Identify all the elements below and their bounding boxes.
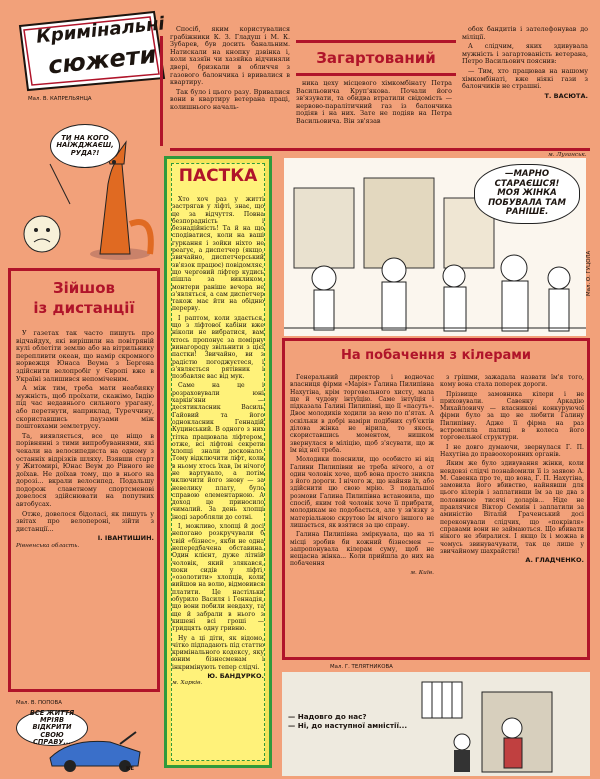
story-pastka-p2: І раптом, коли здається, що з ліфтової кабіни вже ніколи не вибратися, вам хтось пропонує за помірну винагороду звільнити з цієї пастки! Звичайно, ви з радістю погоджуєтеся, і з'являється рятівник і позбавляє вас від мук. [172,314,264,381]
fox-cartoon [10,104,160,274]
story-killers-p7: Яким же було здивування жінки, коли невдовзі слідчі познайомили її із заявою А. М. Савенка про те, що вона, Г. П. Нахутіна, замовила його вбивство, найнявши для цього кілерів і заплативши їм за це два з половиною тисячі доларів... Ніде не правлячися Віктор Семиін і заплатили за аминістію Віталій Граченський досі переконували слідчих, що «покрівля» справами вони не займаються. Що вбивати нікого не збиралися. І якщо їх і можна в чомусь звинувачувати, так це лише у звичайному шахрайстві! [440,460,584,555]
credit-car: Мал. В. ПОПОВА [16,700,62,706]
story-top-place: м. Луганськ. [548,152,587,158]
story-top-frame [160,36,166,146]
rubric-line1: Кримінальні [35,13,166,48]
story-pastka-p1: Хто хоч раз у житті застрягав у ліфті, знає, що це за відчуття. Повна безпорадність і безнадійність! Та й на що сподіватися, коли на ваші гуркання і зойки ніхто не реагує, а диспетчер (якщо, звичайно, диспетчерський зв'язок працює) повідомляє, що черговий ліфтер кудись пішла за викликом, монтери раніше вечора не з'являться, а сам диспетчер також має йти на обідню перерву. [172,196,264,313]
story-top-p2: Так було і цього разу. Вривалися вони в квартиру ветерана праці, колишнього началь- [170,87,290,111]
story-zijshov-title-2: із дистанції [33,299,135,317]
story-pastka-title: ПАСТКА [178,166,258,186]
story-pastka-p5: Ну а ці діти, як відомо, чітко підпадають під статтю кримінального кодексу, яку юним бізнесменам і інкримінують тепер слідчі. [172,634,264,671]
story-killers-place: м. Київ. [410,569,434,576]
story-pastka-title-box [172,162,264,192]
story-zijshov-body [16,330,154,551]
car-cartoon [10,708,160,774]
story-top-p3: ника цеху місцевого хімкомбінату Петра Васильовича Круп'якова. Почали його зв'язувати, та обидва втратили свідомість — нервово-паралітичний газ із балончика подіяв і на них. Зате не подіяв на Петра Васильовича. Він зв'язав [296,79,452,125]
prison-caption [288,712,438,730]
fox-speech-bubble: ТИ НА КОГО НАЇЖДЖАЄШ, РУДА?! [50,124,120,168]
story-killers-title: На побачення з кілерами [340,348,532,363]
story-killers-col2 [440,374,584,564]
market-cartoon [284,158,586,336]
story-top-bottom-rule [170,148,590,151]
story-pastka-p3: Саме на це і розраховували юні харків'яни — десятикласник Василь Гайовий та його однокласник Геннадій Куцинський. В одного з них тітка працювала ліфтером, отже, всі ліфтові секрети хлопці знали досконало. Тому відключити ліфт, коли в ньому хтось їхав, їм нічого не вартувало, а потім включити його знову — за невелику плату, було справою елементарною. А доход це приносило чималий. За день хлопці іноді заробляли до сотні. [172,382,264,521]
story-pastka-body [172,196,264,688]
story-top-title: Загартований [316,49,436,67]
story-top-signature: Т. ВАСЮТА. [544,91,588,100]
story-zijshov-place: Рівненська область. [16,543,80,550]
story-pastka-signature: Ю. БАНДУРКО. [207,672,264,680]
story-top-col3 [462,26,588,100]
story-killers-p1: Генеральний директор і водночас власниця фірми «Марія» Галина Пилипівна Нахутіна, крім торговельного хисту, мала ще й чудову інтуїцію. Саме інтуїція і підказала Галині Пилипівні, що її «пасуть». Двоє молодиків ходили за нею по п'ятах. А оскільки в добрі наміри подібних суб'єктів ділова жінка не вірила, то якось, скориставшись моментом, нишком звернулася в міліцію, щоб з'ясувати, що ж їм від неї треба. [290,374,434,454]
story-pastka-p4: І, можливо, хлопці й досі непогано розкручували б свій «бізнес», якби не одна непередбачена обставина. Один клієнт, дуже літній чоловік, який злякався, поки сидів у ліфті, «озолотити» хлопців, коли вийшов на волю, відмовився платити. Це настільки обурило Василя і Геннадія, що вони побили невдаху, та ще й забрали в нього з кишені всі гроші — тридцять одну гривню. [172,523,264,633]
prison-caption-1: — Надовго до нас? [288,712,367,721]
story-killers-p5: Прізвище замовника кілери і не приховували. Савенку Аркадію Михайловичу — власникові конкуруючої фірми було за що не любити Галину Пилипівну. Адже її фірма на раз встромляла палиці в колеса його торговельної структури. [440,390,584,442]
story-top-title-box [296,40,456,76]
story-killers-p3: Галина Пилипівна зміркувала, що на ті місці зробив би кожний бізнесмен — запропонувала кілерам суму, щоб не нещасна жінка... Коли прийшла до них на побачення [290,531,434,568]
page-mark: КЕ [126,766,135,772]
story-killers-p6: І не довго думаючи, звернулася Г. П. Нахутіна до правоохоронних органів. [440,443,584,458]
story-zijshov-p4: Отже, довелося бідоласі, як пишуть у звітах про велопероні, зійти з дистанції... [16,509,154,533]
story-top-p1: Спосіб, яким користувалися грабіжники К. З. Гладуш і М. К. Зубарев, був досить банальним. Натискали на кнопку дзвінка і, коли хазяїн чи хазяйка відчиняли двері, бризкали в обличчя з газового балончика і вривалися в квартиру. [170,25,290,87]
story-pastka-place: м. Харків. [172,680,203,687]
story-killers-p2: Молодики пояснили, що особисто ні від Галини Пилипівни не треба нічого, а от один чоловік хоче, щоб вона просто зникла з його дороги. І нічого ж, що найняв їх, або здійснити цю свою мрію. З подальшої розмови Галина Пилипівна встановила, що спосіб, яким той чоловік хоче її прибрати, молодикам не подобається, але у зв'язку з матеріальною скрутою їм нічого іншого не лишається, як взятися за цю справу. [290,456,434,529]
prison-caption-2: — Ні, до наступної амністії... [288,721,408,730]
credit-market: Мал. О. ГУЦОЛА [586,250,592,296]
story-top-p5: А слідчим, яких здивувала мужність і загартованість ветерана, Петро Васильович пояснив: [462,42,588,66]
story-killers-col1 [290,374,434,577]
story-killers-title-box [286,344,586,370]
story-top-col2 [296,80,452,128]
story-zijshov-p2: А між тим, треба мати неабияку мужність, щоб проїхати, скажімо, Індію під час недавнього сильного урагану, або перетнути, наприклад, Туреччину, скориставшись паузами між поштовхами землетрусу. [16,384,154,431]
story-top-p4: обох бандитів і зателефонував до міліції. [462,25,588,41]
story-zijshov-p3: Та, виявляється, все це ніщо в порівнянні з тими випробуваннями, які чекали на велосипедиста на одному з останніх відрізків шляху. Взявши старт у Житомирі, Юнас Веум до Рівного не доїхав. Не доїхав тому, що в нього на дорозі... вкрали велосипед. Подальшу подорож славетному спортсменові довелося здійснювати на попутних автобусах. [16,431,154,509]
story-top-p6: — Тим, хто працював на нашому хімкомбінаті, вже ніякі гази з балончиків не страшні. [462,66,588,91]
rubric-logo [14,8,168,94]
story-killers-signature: А. ГЛАДЧЕНКО. [525,556,584,565]
story-killers-p4: з грішми, зажадала назвати їм'я того, кому вона стала поперек дороги. [440,374,584,389]
rubric-line2: сюжети [46,40,158,80]
story-top-col1 [170,26,290,114]
market-speech-bubble: —МАРНО СТАРАЄШСЯ! МОЯ ЖІНКА ПОБУВАЛА ТАМ РАНІШЕ. [474,164,580,224]
story-zijshov-title-1: Зійшов [52,279,116,297]
credit-prison: Мал. Г. ТЕЛЯТНИКОВА [330,664,393,670]
credit-fox: Мал. В. КАПРЕЛЬЯНЦА [28,96,92,102]
story-zijshov-signature: І. ІВАНТИШИН. [97,534,154,543]
story-zijshov-title-box [12,278,156,326]
car-speech-bubble: ВСЕ ЖИТТЯ МРІЯВ ВІДКРИТИ СВОЮ СПРАВУ... [16,710,88,746]
prison-cartoon [282,672,590,776]
story-zijshov-p1: У газетах так часто пишуть про відчайдух, які вирішили на повітряній кулі облетіти землю або на вітрильнику перепливти океан, що намір скромного норвежця Юнаса Веума з Бергена здійснити велопробіг у Європі вже в Україні залишився непоміченим. [16,329,154,383]
